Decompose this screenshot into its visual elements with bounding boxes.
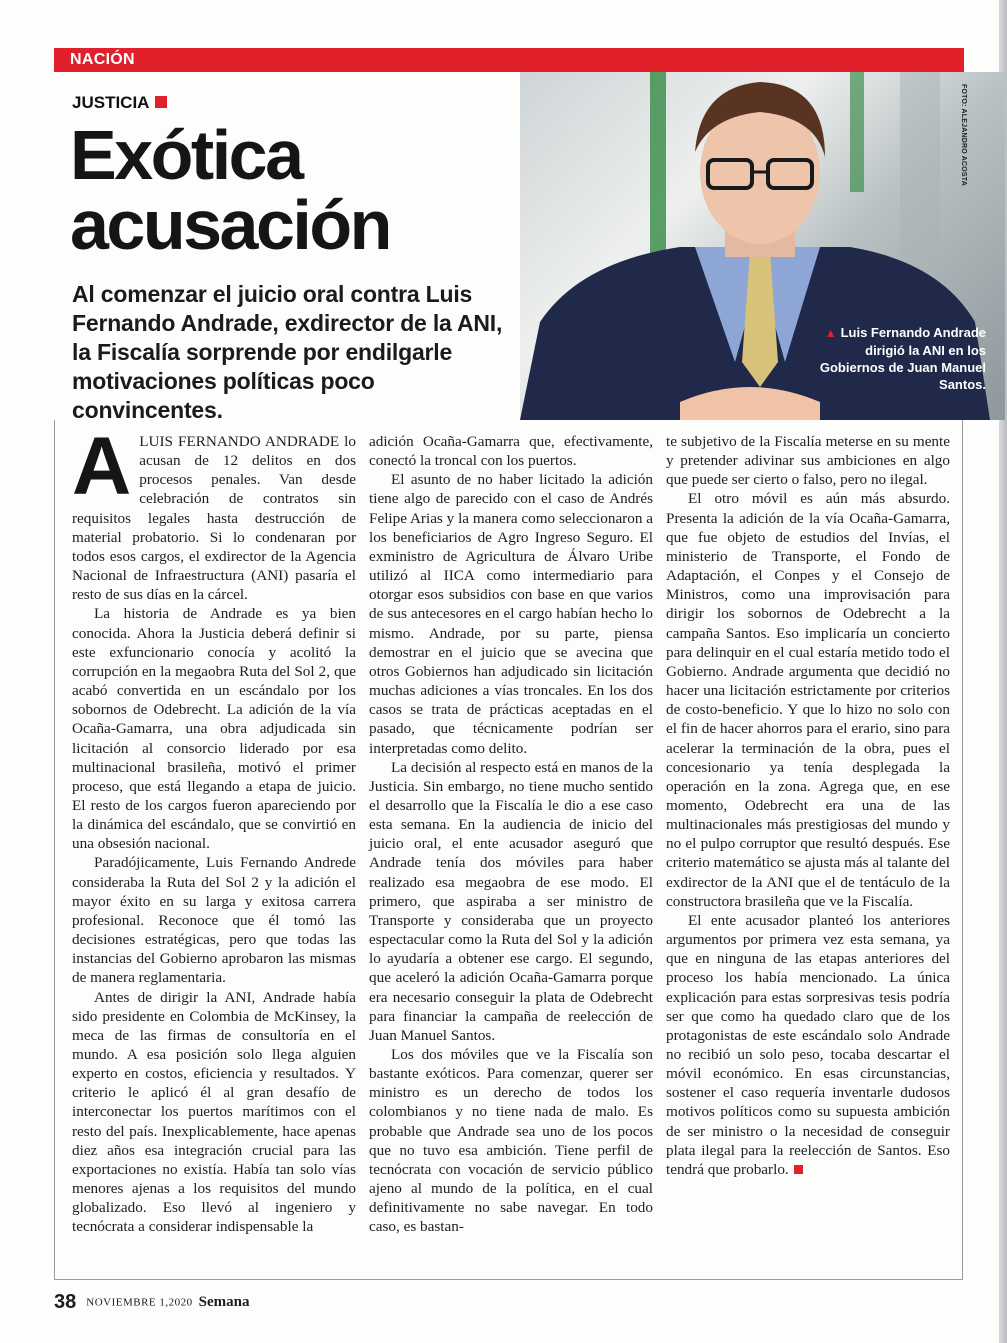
- photo-credit: FOTO: ALEJANDRO ACOSTA: [960, 84, 967, 187]
- end-mark-icon: [794, 1165, 803, 1174]
- paragraph: La decisión al respecto está en manos de la Justicia. Sin embargo, no tiene mucho sentido el desarrollo que la Fiscalía le dio a ese caso esta semana. En la audiencia de inicio del juicio oral, el ente acusador aseguró que Andrade tenía dos móviles para haber realizado esa megaobra de ese modo. El primero, que aspiraba a ser ministro de Transporte y consideraba que un proyecto espectacular como la Ruta del Sol y la adición lo ayudaría a obtener ese cargo. El segundo, que aceleró la adición Ocaña-Gamarra porque era necesario conseguir la plata de Odebrecht para financiar la campaña de reelección de Juan Manuel Santos.: [369, 758, 653, 1044]
- section-bar: [54, 48, 964, 72]
- section-label: NACIÓN: [70, 51, 135, 68]
- folio: [54, 1291, 249, 1314]
- closing-text: El ente acusador planteó los anteriores argumentos por primera vez esta semana, ya que en ninguna de las etapas anteriores del proceso los había mencionado. La única explicación para estas sorpresivas tesis podría ser que como ha quedado claro que de los protagonistas de este escándalo solo Andrade no recibió un solo peso, tocaba descartar el móvil económico. En esas circunstancias, sostener el caso requería inventarle dudosos motivos políticos como su supuesta ambición de ser ministro o la necesidad de conseguir plata ilegal para la reelección de Santos. Eso tendrá que probarlo.: [666, 911, 950, 1178]
- caption-text: Luis Fernando Andrade dirigió la ANI en los Gobiernos de Juan Manuel Santos.: [819, 325, 986, 392]
- column-2: [369, 432, 653, 1237]
- paragraph: La historia de Andrade es ya bien conocida. Ahora la Justicia deberá definir si este exfuncionario conocía y acolitó la corrupción en la megaobra Ruta del Sol 2, que acabó convertida en un escándalo por los sobornos de Odebrecht. La adición de la vía Ocaña-Gamarra, una obra adjudicada sin licitación al consorcio liderado por esa multinacional brasileña, motivó el primer proceso, que está llegando a etapa de juicio. El resto de los cargos fueron apareciendo por la dinámica del escándalo, que se convirtió en una obsesión nacional.: [72, 605, 356, 853]
- kicker-label: JUSTICIA: [72, 93, 150, 112]
- kicker: [72, 93, 167, 113]
- paragraph: Paradójicamente, Luis Fernando Andrede consideraba la Ruta del Sol 2 y la adición el mayor éxito en su larga y exitosa carrera profesional. Reconoce que él tomó las decisiones estratégicas, pero que todas las instancias del Gobierno aprobaron las mismas de manera reglamentaria.: [72, 854, 356, 987]
- page-number: 38: [54, 1291, 77, 1313]
- caption-triangle-icon: ▲: [824, 326, 837, 340]
- column-1: [72, 421, 356, 1237]
- paragraph: Los dos móviles que ve la Fiscalía son bastante exóticos. Para comenzar, querer ser ministro es un derecho de todos los colombianos y no tiene nada de malo. Es probable que Andrade sea uno de los pocos que no tuvo esa ambición. Tiene perfil de tecnócrata con vocación de servicio público ajeno al mundo de la política, en el cual definitivamente no sabe navegar. En todo caso, es bastan-: [369, 1046, 653, 1236]
- deck: Al comenzar el juicio oral contra Luis Fernando Andrade, exdirector de la ANI, la Fiscalía sorprende por endilgarle motivaciones políticas poco convincentes.: [72, 281, 503, 423]
- headline-line-2: acusación: [70, 186, 390, 264]
- paragraph: [666, 911, 950, 1179]
- photo-caption: [806, 324, 986, 393]
- headline-line-1: Exótica: [70, 116, 302, 194]
- headline: [70, 116, 540, 264]
- paragraph: LUIS FERNANDO ANDRADE lo acusan de 12 delitos en dos procesos penales. Van desde celebración de contratos sin requisitos legales hasta destrucción de material probatorio. Si lo condenaran por todos esos cargos, el exdirector de la Agencia Nacional de Infraestructura (ANI) pasaría el resto de sus días en la cárcel.: [72, 433, 356, 604]
- issue-date: NOVIEMBRE 1,2020: [86, 1296, 193, 1309]
- kicker-square-icon: [155, 96, 167, 108]
- paragraph: El asunto de no haber licitado la adición tiene algo de parecido con el caso de Andrés Felipe Arias y la manera como seleccionaron a los beneficiarios de Agro Ingreso Seguro. El exministro de Agricultura de Álvaro Uribe utilizó al IICA como intermediario para otorgar esos subsidios con base en que varios de sus antecesores en el cargo habían hecho lo mismo. Andrade, por su parte, piensa demostrar en el juicio que se avecina que otros Gobiernos han adjudicado sin licitación muchas adiciones a vías troncales. En los dos casos se trata de prácticas aceptadas en el pasado, que técnicamente podrían ser interpretadas como delito.: [369, 471, 653, 757]
- paragraph: te subjetivo de la Fiscalía meterse en su mente y pretender adivinar sus ambiciones en algo que puede ser cierto o falso, pero no ilegal.: [666, 433, 950, 489]
- paragraph: adición Ocaña-Gamarra que, efectivamente, conectó la troncal con los puertos.: [369, 433, 653, 470]
- paragraph: El otro móvil es aún más absurdo. Presenta la adición de la vía Ocaña-Gamarra, que fue objeto de estudios del Invías, el ministerio de Transporte, el Fondo de Adaptación, el Conpes y el Consejo de Ministros, como una improvisación para dirigir los sobornos de Odebrecht a la campaña Santos. Eso implicaría un concierto para delinquir en el cual estaría metido todo el Gobierno. Andrade argumenta que decidió no hacer una licitación estrictamente por criterios de costo-beneficio. Y que lo hizo no solo con el fin de hacer ahorros para el erario, sino para acelerar la terminación de la obra, pues el concesionario ya tenía desplegada la operación en la zona. Agrega que, en ese momento, Odebrecht era una de las multinacionales más prestigiosas del mundo y no el pulpo corruptor que resultó después. Ese criterio matemático se ajusta más al talante del exdirector de la ANI que el de tentáculo de la constructora brasileña que ve la Fiscalía.: [666, 490, 950, 910]
- magazine-name: Semana: [198, 1294, 250, 1310]
- paragraph: Antes de dirigir la ANI, Andrade había sido presidente en Colombia de McKinsey, la meca de las firmas de consultoría en el mundo. A esa posición solo llega alguien experto en costos, eficiencia y resultados. Y criterio le aplicó él al gran desafío de interconectar los puertos marítimos con el resto del país. Inexplicablemente, hace apenas diez años esa integración crucial para las exportaciones no existía. Había tan solo vías menores ajenas a los requisitos del mundo globalizado. Eso llevó al ingeniero y tecnócrata a considerar indispensable la: [72, 988, 356, 1236]
- portrait-photo: [520, 72, 1005, 420]
- column-3: [666, 432, 950, 1179]
- dropcap: A: [72, 421, 132, 512]
